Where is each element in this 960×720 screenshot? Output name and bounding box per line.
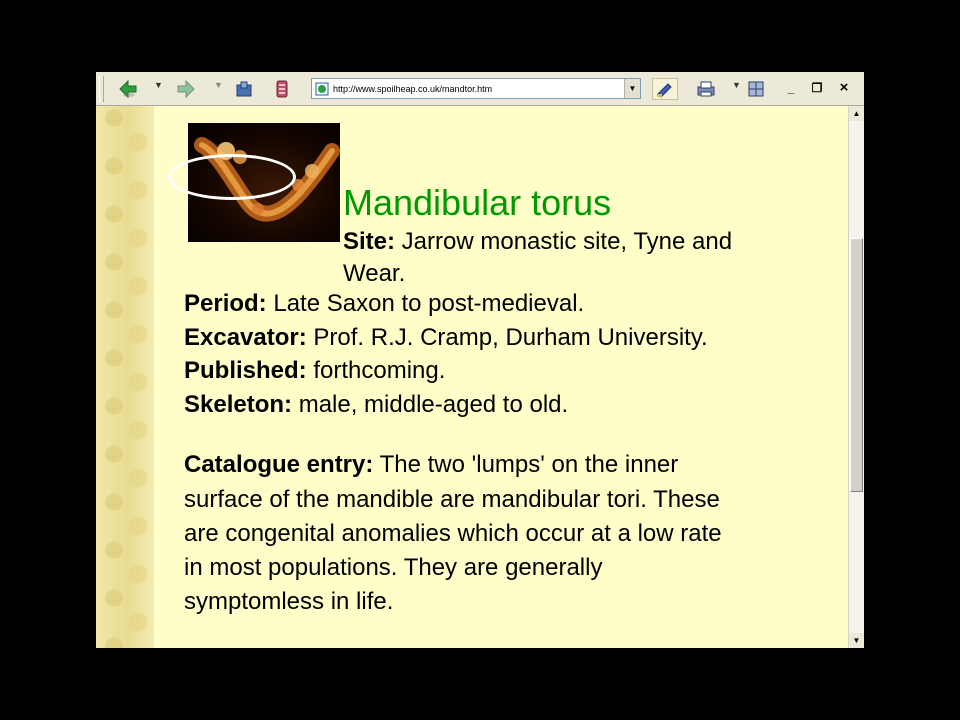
forward-dropdown-icon[interactable]: ▼ xyxy=(214,80,223,90)
period-line xyxy=(184,290,584,318)
skeleton-line xyxy=(184,391,568,419)
browser-window xyxy=(96,72,864,648)
skeleton-label: Skeleton: xyxy=(184,391,293,418)
decorative-sidebar xyxy=(96,106,154,648)
minimize-button[interactable]: _ xyxy=(787,81,795,95)
scroll-down-icon[interactable]: ▼ xyxy=(849,633,864,648)
print-icon xyxy=(695,79,717,99)
catalogue-line-1 xyxy=(184,451,678,479)
address-url[interactable]: http://www.spoilheap.co.uk/mandtor.htm xyxy=(333,83,493,94)
print-button[interactable] xyxy=(694,78,718,100)
stop-icon xyxy=(273,79,291,99)
period-label: Period: xyxy=(184,290,267,317)
skeleton-value: male, middle-aged to old. xyxy=(292,391,569,418)
web-page-content xyxy=(96,106,848,648)
back-dropdown-icon[interactable]: ▼ xyxy=(154,80,163,90)
edit-icon xyxy=(655,80,675,98)
period-value: Late Saxon to post-medieval. xyxy=(266,290,585,317)
print-dropdown-icon[interactable]: ▼ xyxy=(732,80,741,90)
home-icon xyxy=(233,79,255,99)
address-dropdown-icon[interactable]: ▼ xyxy=(624,79,640,98)
address-bar[interactable] xyxy=(311,78,641,99)
catalogue-label: Catalogue entry: xyxy=(184,451,374,478)
scroll-up-icon[interactable]: ▲ xyxy=(849,106,864,121)
page-title: Mandibular torus xyxy=(343,182,612,223)
close-button[interactable]: × xyxy=(839,79,849,96)
page-icon xyxy=(315,82,329,96)
catalogue-line-4: in most populations. They are generally xyxy=(184,554,603,581)
toolbar-grip[interactable] xyxy=(99,76,104,102)
browser-toolbar xyxy=(96,72,864,106)
excavator-line xyxy=(184,324,708,352)
catalogue-line-2: surface of the mandible are mandibular tori. These xyxy=(184,486,720,513)
grid-icon xyxy=(748,80,764,98)
restore-button[interactable]: ❐ xyxy=(811,81,823,95)
excavator-label: Excavator: xyxy=(184,324,307,351)
vertical-scrollbar[interactable] xyxy=(848,106,864,648)
home-button[interactable] xyxy=(232,78,256,100)
edit-button[interactable] xyxy=(652,78,678,100)
scroll-thumb[interactable] xyxy=(850,238,863,492)
excavator-value: Prof. R.J. Cramp, Durham University. xyxy=(306,324,708,351)
catalogue-line-5: symptomless in life. xyxy=(184,588,394,615)
site-label: Site: xyxy=(343,228,396,255)
published-label: Published: xyxy=(184,357,307,384)
site-line-2: Wear. xyxy=(343,260,406,287)
annotation-circle xyxy=(168,154,296,200)
site-value: Jarrow monastic site, Tyne and xyxy=(395,228,733,255)
site-line-1 xyxy=(343,228,732,256)
published-line xyxy=(184,357,445,385)
back-icon xyxy=(117,79,139,99)
forward-icon xyxy=(175,79,197,99)
catalogue-line-3: are congenital anomalies which occur at a low rate xyxy=(184,520,722,547)
forward-button[interactable] xyxy=(174,78,198,100)
toolbar-extra-button[interactable] xyxy=(746,78,766,100)
stop-button[interactable] xyxy=(270,78,294,100)
published-value: forthcoming. xyxy=(306,357,446,384)
catalogue-text: The two 'lumps' on the inner xyxy=(373,451,679,478)
back-button[interactable] xyxy=(116,78,140,100)
